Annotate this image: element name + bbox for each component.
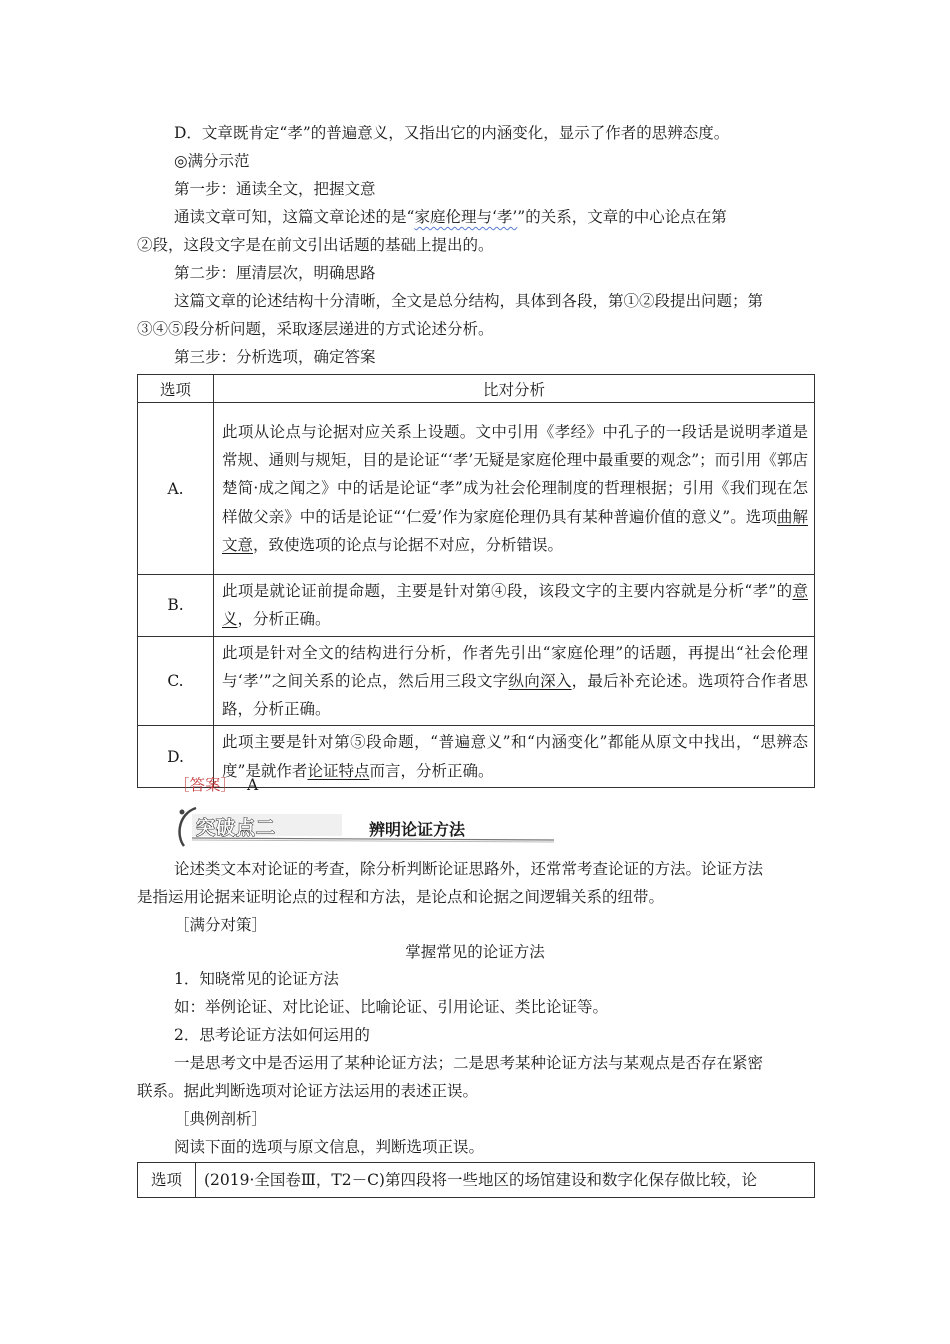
option-d-text: D．文章既肯定“孝”的普遍意义，又指出它的内涵变化，显示了作者的思辨态度。 xyxy=(174,124,730,142)
strategy-tag: ［满分对策］ xyxy=(174,916,268,934)
center-title: 掌握常见的论证方法 xyxy=(405,943,545,961)
step1-paragraph-line2: ②段，这段文字是在前文引出话题的基础上提出的。 xyxy=(137,236,494,254)
table-row xyxy=(138,575,815,637)
answer-line xyxy=(174,775,258,795)
example-intro: 阅读下面的选项与原文信息，判断选项正误。 xyxy=(174,1138,485,1156)
section2-paragraph-line1: 论述类文本对论证的考查，除分析判断论证思路外，还常常考查论证的方法。论证方法 xyxy=(174,860,764,878)
item2-title: 2．思考论证方法如何运用的 xyxy=(174,1026,370,1044)
underlined-phrase: 论证特点 xyxy=(307,761,370,780)
model-heading: ◎满分示范 xyxy=(174,152,250,170)
step1-title: 第一步：通读全文，把握文意 xyxy=(174,180,376,198)
answer-value: A xyxy=(246,776,259,794)
row-label: A. xyxy=(138,403,214,575)
item2-paragraph-line1: 一是思考文中是否运用了某种论证方法；二是思考某种论证方法与某观点是否存在紧密 xyxy=(174,1054,764,1072)
row-analysis: 此项是针对全文的结构进行分析，作者先引出“家庭伦理”的话题，再提出“社会伦理与‘孝’”之间关系的论点，然后用三段文字纵向深入，最后补充论述。选项符合作者思路，分析正确。 xyxy=(214,636,815,726)
header-analysis: 比对分析 xyxy=(214,375,815,403)
step3-title: 第三步：分析选项，确定答案 xyxy=(174,348,376,366)
step2-paragraph-line2: ③④⑤段分析问题，采取逐层递进的方式论述分析。 xyxy=(137,320,494,338)
step1-text-b: ”的关系，文章的中心论点在第 xyxy=(517,208,727,226)
underlined-phrase: 意义 xyxy=(222,582,808,629)
section2-paragraph-line2: 是指运用论据来证明论点的过程和方法，是论点和论据之间逻辑关系的纽带。 xyxy=(137,888,665,906)
underlined-phrase: 曲解文意 xyxy=(222,507,808,554)
row-label: B. xyxy=(138,575,214,637)
item1-title: 1．知晓常见的论证方法 xyxy=(174,970,339,988)
step1-text-a: 通读文章可知，这篇文章论述的是“ xyxy=(174,208,415,226)
table-row xyxy=(138,636,815,726)
banner-subtitle: 辨明论证方法 xyxy=(369,820,466,839)
step2-title: 第二步：厘清层次，明确思路 xyxy=(174,264,376,282)
section-banner xyxy=(174,800,559,850)
example-tag: ［典例剖析］ xyxy=(174,1110,268,1128)
banner-title: 突破点二 xyxy=(196,817,277,839)
example-text-cell: (2019·全国卷Ⅲ，T2－C)第四段将一些地区的场馆建设和数字化保存做比较，论 xyxy=(196,1163,815,1198)
step1-wavy-underline: 家庭伦理与‘孝’ xyxy=(414,208,518,226)
table-row xyxy=(138,403,815,575)
item2-paragraph-line2: 联系。据此判断选项对论证方法运用的表述正误。 xyxy=(137,1082,479,1100)
table-row xyxy=(138,1163,815,1198)
row-label: C. xyxy=(138,636,214,726)
row-analysis: 此项主要是针对第⑤段命题，“普遍意义”和“内涵变化”都能从原文中找出，“思辨态度”是就作者论证特点而言，分析正确。 xyxy=(214,726,815,788)
example-table xyxy=(137,1162,815,1198)
step2-paragraph-line1: 这篇文章的论述结构十分清晰，全文是总分结构，具体到各段，第①②段提出问题；第 xyxy=(174,292,764,310)
answer-tag: ［答案］ xyxy=(174,776,237,794)
underlined-phrase: 纵向深入 xyxy=(508,671,572,690)
row-label: D. xyxy=(138,726,214,788)
table-header-row xyxy=(138,375,815,403)
example-option-cell: 选项 xyxy=(138,1163,196,1198)
step1-paragraph-line1 xyxy=(174,206,727,228)
row-analysis: 此项是就论证前提命题，主要是针对第④段，该段文字的主要内容就是分析“孝”的意义，分析正确。 xyxy=(214,575,815,637)
analysis-table xyxy=(137,374,815,788)
header-option: 选项 xyxy=(138,375,214,403)
row-analysis: 此项从论点与论据对应关系上设题。文中引用《孝经》中孔子的一段话是说明孝道是常规、通则与规矩，目的是论证“‘孝’无疑是家庭伦理中最重要的观念”；而引用《郭店楚简·成之闻之》中的话是论证“孝”成为社会伦理制度的哲理根据；引用《我们现在怎样做父亲》中的话是论证“‘仁爱’作为家庭伦理仍具有某种普遍价值的意义”。选项曲解文意，致使选项的论点与论据不对应，分析错误。 xyxy=(214,403,815,575)
item1-body: 如：举例论证、对比论证、比喻论证、引用论证、类比论证等。 xyxy=(174,998,609,1016)
